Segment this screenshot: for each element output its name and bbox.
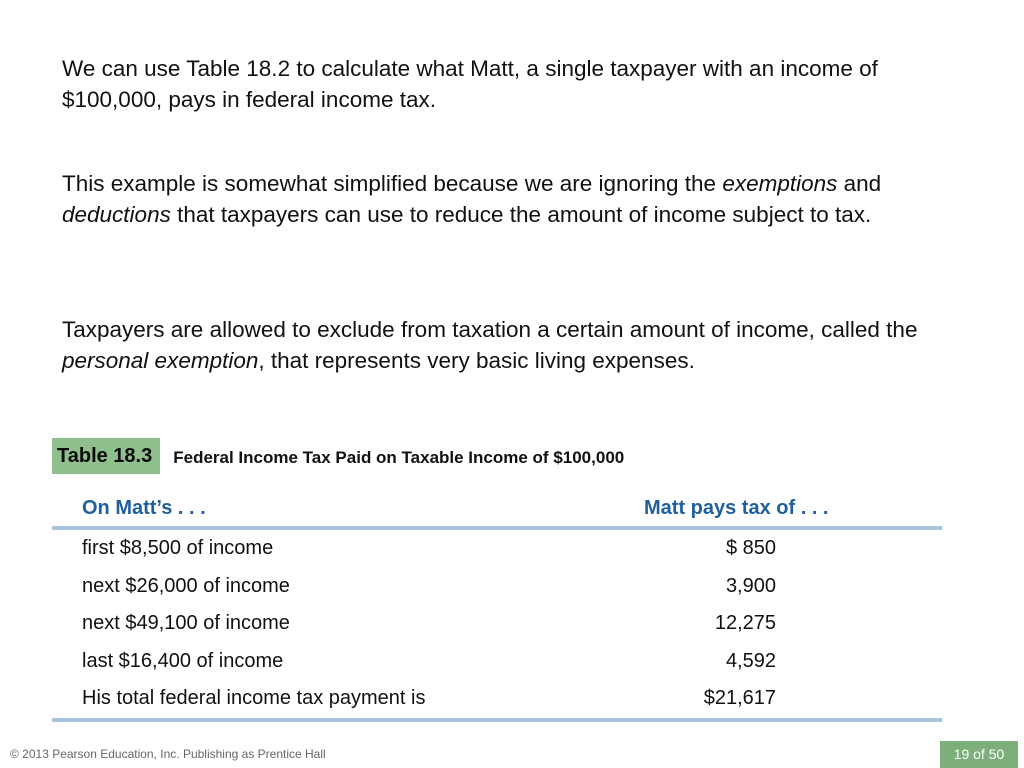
term-exemptions: exemptions [722, 171, 838, 196]
paragraph-intro [62, 53, 972, 115]
text-segment: that taxpayers can use to reduce the amount of income subject to tax. [170, 202, 872, 227]
cell-income-bracket: last $16,400 of income [82, 649, 284, 672]
cell-income-bracket: next $26,000 of income [82, 574, 290, 597]
table-row-total [52, 680, 942, 718]
table-caption: Federal Income Tax Paid on Taxable Income of $100,000 [173, 447, 625, 467]
copyright-footer: © 2013 Pearson Education, Inc. Publishing as Prentice Hall [10, 747, 326, 761]
table-row [52, 568, 942, 606]
column-header-income: On Matt’s . . . [82, 497, 206, 519]
cell-income-bracket: first $8,500 of income [82, 537, 274, 559]
text-segment: This example is somewhat simplified because we are ignoring the [62, 171, 723, 196]
paragraph-simplification [62, 168, 972, 230]
paragraph-intro-text: We can use Table 18.2 to calculate what Matt, a single taxpayer with an income of $100,000, pays in federal income tax. [62, 56, 878, 112]
cell-total-label: His total federal income tax payment is [82, 687, 426, 709]
cell-tax-amount: 12,275 [714, 612, 776, 634]
table-row [52, 530, 942, 568]
table-row [52, 605, 942, 643]
table-label: Table 18.3 [52, 438, 160, 474]
page-number: 19 of 50 [940, 741, 1018, 768]
text-segment: , that represents very basic living expenses. [258, 348, 695, 373]
cell-tax-amount: $ 850 [725, 537, 776, 559]
term-personal-exemption: personal exemption [62, 348, 259, 373]
cell-tax-amount: 3,900 [725, 574, 776, 597]
table-header-row [52, 494, 942, 530]
table-title [52, 438, 624, 474]
cell-total-amount: $21,617 [703, 687, 776, 709]
cell-tax-amount: 4,592 [725, 649, 776, 672]
text-segment: and [837, 171, 882, 196]
column-header-tax: Matt pays tax of . . . [644, 497, 829, 519]
term-deductions: deductions [62, 202, 171, 227]
table-row [52, 643, 942, 681]
text-segment: Taxpayers are allowed to exclude from taxation a certain amount of income, called the [62, 317, 918, 342]
cell-income-bracket: next $49,100 of income [82, 612, 290, 634]
tax-table [52, 494, 942, 722]
paragraph-personal-exemption [62, 314, 972, 376]
table-bottom-rule [52, 718, 942, 722]
